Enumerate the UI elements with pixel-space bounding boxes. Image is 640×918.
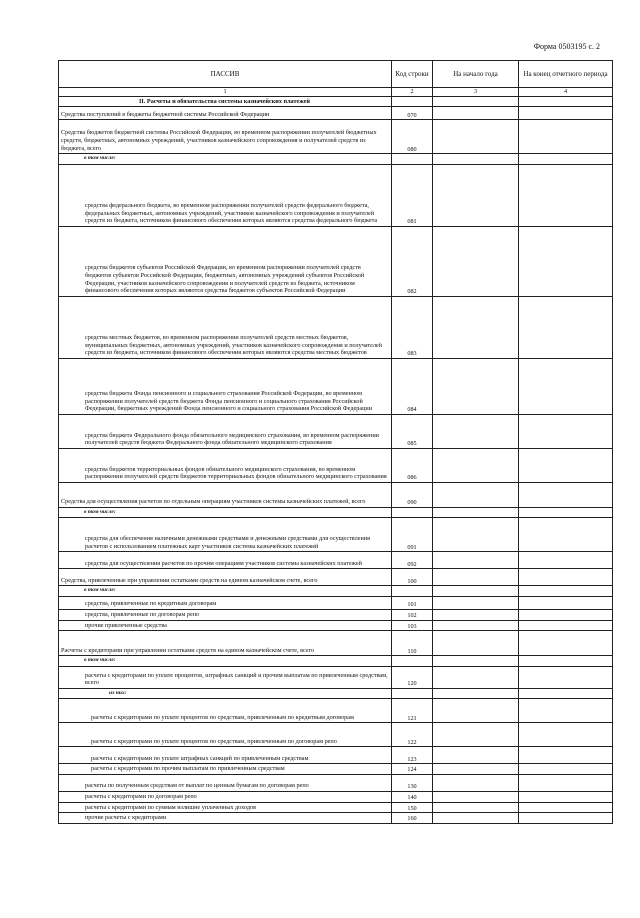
row-label: средства федерального бюджета, во временном распоряжении получателей средств федерального бюджета, федеральных бюджетных, автономных учреждений, участников казначейского сопровождения и получателей средств из бюджета, источником финансового обеспечения которых являются средства федерального бюджета [59,164,392,226]
table-row [59,586,613,597]
value-begin-cell [433,120,519,154]
value-begin-cell [433,620,519,631]
table-row [59,699,613,723]
row-code [392,507,433,518]
value-begin-cell [433,813,519,824]
row-code: 091 [392,518,433,552]
row-label: Средства, привлеченные при управлении остатками средств на едином казначейском счете, всего [59,569,392,586]
table-row [59,296,613,358]
value-end-cell [519,791,613,802]
row-code: 121 [392,699,433,723]
value-begin-cell [433,723,519,747]
row-code: 081 [392,164,433,226]
value-begin-cell [433,747,519,764]
value-end-cell [519,107,613,120]
row-label: в том числе: [59,154,392,165]
table-row [59,688,613,699]
table-row [59,620,613,631]
row-code: 110 [392,631,433,656]
row-label: прочие привлеченные средства [59,620,392,631]
row-code [392,656,433,667]
table-row [59,569,613,586]
value-end-cell [519,569,613,586]
table-row [59,802,613,813]
value-begin-cell [433,296,519,358]
value-begin-cell [433,774,519,791]
row-label: расчеты по полученным средствам от выплат по ценным бумагам по договорам репо [59,774,392,791]
row-code: 085 [392,414,433,448]
row-label: Средства бюджетов бюджетной системы Российской Федерации, во временном распоряжении получателей бюджетных средств, бюджетных, автономных учреждений, участников казначейского сопровождения и получателей средств из бюджета, всего [59,120,392,154]
row-label: расчеты с кредиторами по суммам излишне уплаченных доходов [59,802,392,813]
row-code: 092 [392,552,433,569]
value-end-cell [519,552,613,569]
value-end-cell [519,120,613,154]
value-end-cell [519,723,613,747]
table-row [59,154,613,165]
value-end-cell [519,586,613,597]
value-end-cell [519,699,613,723]
value-end-cell [519,358,613,414]
row-label: расчеты с кредиторами по уплате процентов по средствам, привлеченным по договорам репо [59,723,392,747]
form-code: Форма 0503195 с. 2 [533,42,600,51]
value-end-cell [519,296,613,358]
row-label: в том числе: [59,507,392,518]
row-code: 160 [392,813,433,824]
row-label: Средства поступлений в бюджеты бюджетной системы Российской Федерации [59,107,392,120]
value-end-cell [519,631,613,656]
value-begin-cell [433,226,519,296]
col-number-2: 2 [392,88,433,97]
value-end-cell [519,226,613,296]
value-end-cell [519,688,613,699]
table-row [59,791,613,802]
row-label: Средства для осуществления расчетов по отдельным операциям участников системы казначейских платежей, всего [59,482,392,507]
row-label: расчеты с кредиторами по уплате штрафных санкций по привлеченным средствам [59,747,392,764]
row-code: 150 [392,802,433,813]
value-begin-cell [433,656,519,667]
row-code: 084 [392,358,433,414]
col-number-1: 1 [59,88,392,97]
value-end-cell [519,764,613,775]
table-row [59,226,613,296]
value-begin-cell [433,552,519,569]
table-row [59,518,613,552]
value-end-cell [519,448,613,482]
row-code: 120 [392,666,433,688]
row-code: 100 [392,569,433,586]
value-begin-cell [433,414,519,448]
value-begin-cell [433,596,519,609]
value-end-cell [519,666,613,688]
row-code: 123 [392,747,433,764]
row-label: средства для осуществления расчетов по прочим операциям участников системы казначейских платежей [59,552,392,569]
liabilities-table [58,60,613,824]
value-begin-cell [433,448,519,482]
value-end-cell [519,747,613,764]
row-code [392,688,433,699]
col-header-code: Код строки [392,61,433,88]
table-row [59,747,613,764]
table-row [59,609,613,620]
table-row [59,631,613,656]
col-header-end: На конец отчетного периода [519,61,613,88]
value-end-cell [519,154,613,165]
value-begin-cell [433,631,519,656]
table-row [59,96,613,107]
value-end-cell [519,620,613,631]
row-label: средства бюджетов субъектов Российской Федерации, во временном распоряжении получателей средств бюджетов субъектов Российской Федерации, бюджетных, автономных учреждений субъектов Российской Федерации, участников казначейского сопровождения и получателей средств из бюджета, источником финансового обеспечения которых являются средства бюджетов субъектов Российской Федерации [59,226,392,296]
table-row [59,666,613,688]
value-begin-cell [433,609,519,620]
value-end-cell [519,507,613,518]
row-label: средства местных бюджетов, во временном распоряжении получателей средств местных бюджетов, муниципальных бюджетных, автономных учреждений, участников казначейского сопровождения и получателей средств из бюджета, источником финансового обеспечения которых являются средства местных бюджетов [59,296,392,358]
value-end-cell [519,813,613,824]
table-row [59,774,613,791]
value-begin-cell [433,688,519,699]
row-code: 082 [392,226,433,296]
value-end-cell [519,656,613,667]
value-begin-cell [433,586,519,597]
value-end-cell [519,518,613,552]
value-end-cell [519,414,613,448]
value-begin-cell [433,569,519,586]
table-row [59,482,613,507]
row-code: 070 [392,107,433,120]
value-begin-cell [433,358,519,414]
row-label: II. Расчеты и обязательства системы казначейских платежей [59,96,392,107]
col-header-name: ПАССИВ [59,61,392,88]
value-end-cell [519,596,613,609]
row-code: 101 [392,596,433,609]
value-begin-cell [433,482,519,507]
table-row [59,656,613,667]
row-code: 103 [392,620,433,631]
table-row [59,813,613,824]
value-end-cell [519,802,613,813]
row-code: 140 [392,791,433,802]
col-number-3: 3 [433,88,519,97]
col-header-begin: На начало года [433,61,519,88]
row-label: средства бюджета Федерального фонда обязательного медицинского страхования, во временном распоряжении получателей средств бюджета Федерального фонда обязательного медицинского страхования [59,414,392,448]
table-row [59,507,613,518]
value-begin-cell [433,164,519,226]
row-label: прочие расчеты с кредиторами [59,813,392,824]
row-label: из них: [59,688,392,699]
row-code: 083 [392,296,433,358]
table-row [59,107,613,120]
value-begin-cell [433,666,519,688]
row-code [392,154,433,165]
value-begin-cell [433,107,519,120]
row-code [392,96,433,107]
row-label: расчеты с кредиторами по прочим выплатам по привлеченным средствам [59,764,392,775]
row-code: 124 [392,764,433,775]
row-code: 080 [392,120,433,154]
table-row [59,552,613,569]
value-begin-cell [433,518,519,552]
row-label: средства бюджетов территориальных фондов обязательного медицинского страхования, во временном распоряжении получателей средств бюджетов территориальных фондов обязательного медицинского страхования [59,448,392,482]
row-code: 122 [392,723,433,747]
value-end-cell [519,482,613,507]
table-row [59,358,613,414]
table-row [59,764,613,775]
value-begin-cell [433,764,519,775]
value-begin-cell [433,802,519,813]
value-end-cell [519,164,613,226]
value-begin-cell [433,96,519,107]
row-label: средства, привлеченные по договорам репо [59,609,392,620]
value-begin-cell [433,154,519,165]
row-code: 130 [392,774,433,791]
value-begin-cell [433,507,519,518]
table-row [59,414,613,448]
row-code: 102 [392,609,433,620]
table-row [59,120,613,154]
row-label: Расчеты с кредиторами при управлении остатками средств на едином казначейском счете, всего [59,631,392,656]
value-begin-cell [433,699,519,723]
row-label: расчеты с кредиторами по уплате процентов, штрафных санкций и прочим выплатам по привлеченным средствам, всего [59,666,392,688]
row-code: 090 [392,482,433,507]
table-row [59,723,613,747]
value-begin-cell [433,791,519,802]
value-end-cell [519,96,613,107]
row-label: средства для обеспечения наличными денежными средствами и денежными средствами для осуществления расчетов с использованием платежных карт участников системы казначейских платежей [59,518,392,552]
row-label: расчеты с кредиторами по договорам репо [59,791,392,802]
row-code [392,586,433,597]
row-label: расчеты с кредиторами по уплате процентов по средствам, привлеченным по кредитным договорам [59,699,392,723]
row-label: в том числе: [59,586,392,597]
value-end-cell [519,609,613,620]
table-row [59,596,613,609]
row-label: средства, привлеченные по кредитным договорам [59,596,392,609]
row-label: средства бюджета Фонда пенсионного и социального страхования Российской Федерации, во временном распоряжении получателей средств бюджета Фонда пенсионного и социального страхования Российской Федерации, бюджетных учреждений Фонда пенсионного и социального страхования Российской Федерации [59,358,392,414]
table-row [59,448,613,482]
value-end-cell [519,774,613,791]
col-number-4: 4 [519,88,613,97]
row-label: в том числе: [59,656,392,667]
row-code: 086 [392,448,433,482]
table-row [59,164,613,226]
